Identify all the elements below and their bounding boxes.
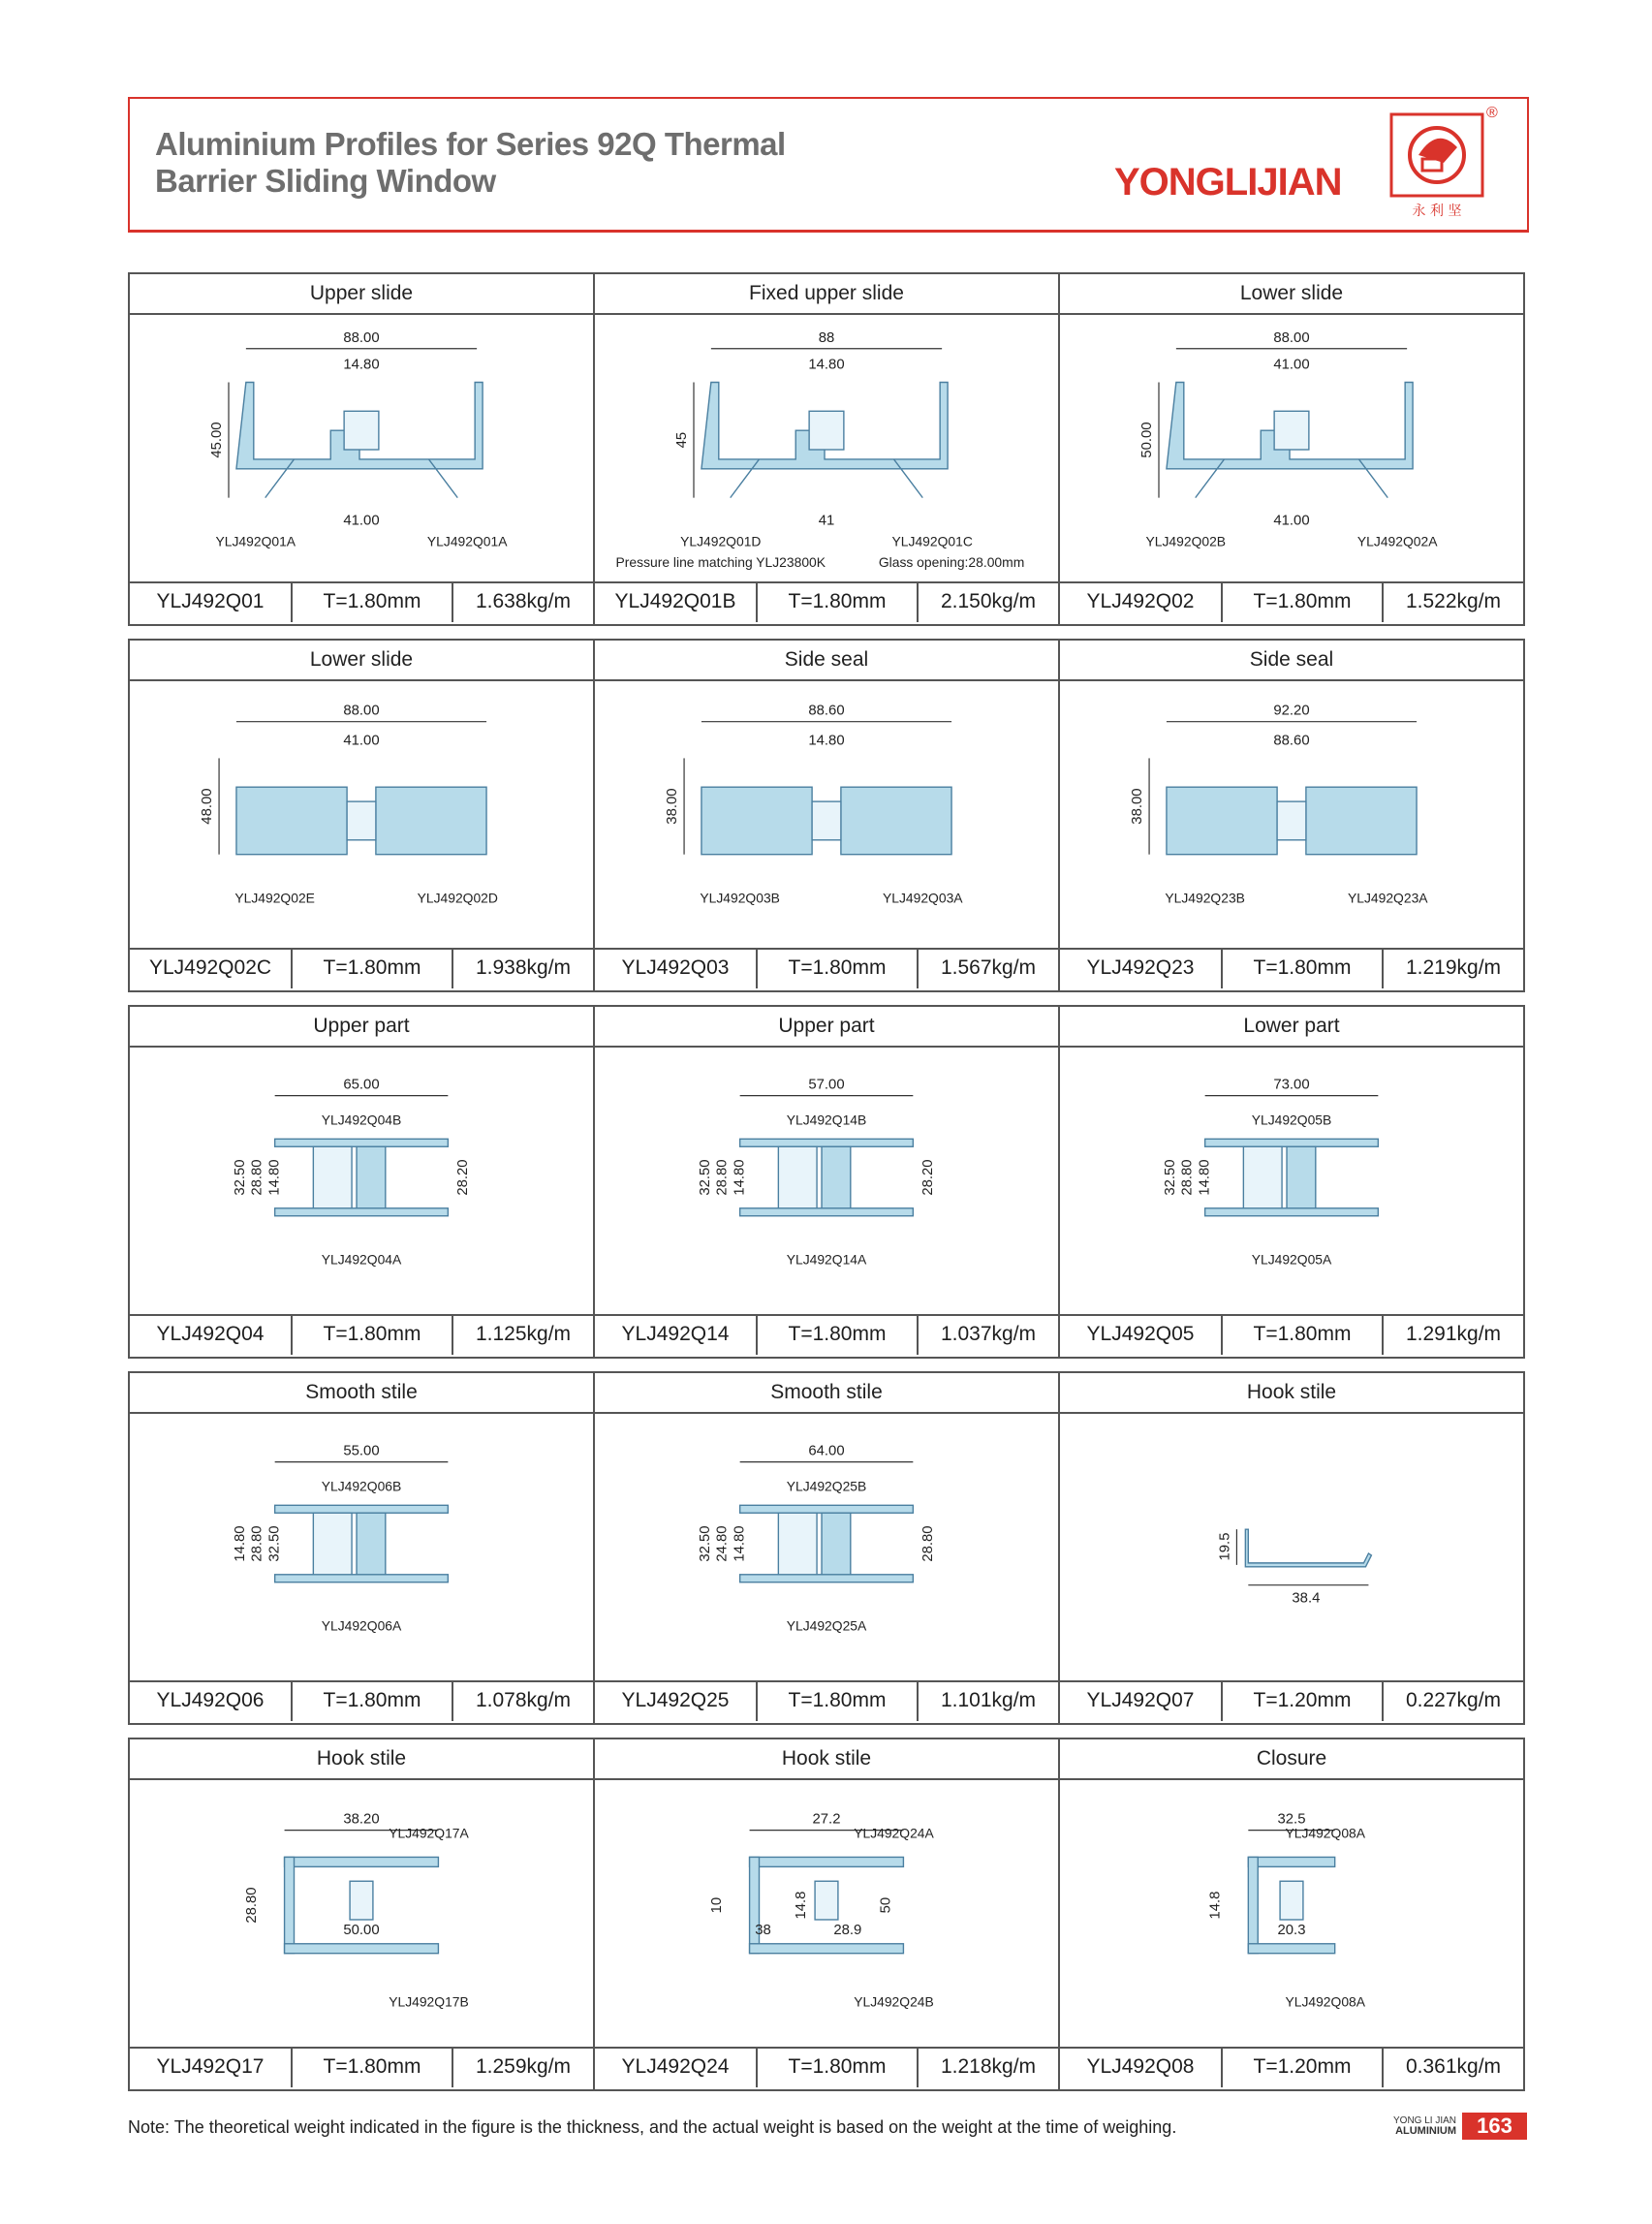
- profile-title: Side seal: [1060, 641, 1523, 681]
- profile-thickness: T=1.80mm: [756, 2049, 917, 2087]
- part-label-top: YLJ492Q25B: [786, 1478, 867, 1494]
- dim-2: 50.00: [343, 1922, 380, 1938]
- profile-code: YLJ492Q07: [1086, 1689, 1195, 1711]
- profile-code: YLJ492Q06: [156, 1689, 265, 1711]
- thermal-break: [313, 1513, 352, 1575]
- profile-section-diagram: [595, 681, 1058, 948]
- profile-bottom-flange: [275, 1208, 449, 1216]
- profile-code: YLJ492Q03: [621, 956, 730, 979]
- profile-section: [1245, 1529, 1371, 1567]
- dim-width: 38.4: [1292, 1590, 1321, 1607]
- registered-mark: ®: [1486, 105, 1498, 121]
- profile-drawing: [1060, 1780, 1523, 2049]
- profile-bottom-flange: [750, 1944, 904, 1954]
- profile-title: Fixed upper slide: [595, 274, 1058, 315]
- profile-section-diagram: [595, 1048, 1058, 1314]
- profile-card: [593, 1738, 1060, 2091]
- dim-width: 65.00: [343, 1077, 380, 1093]
- profile-section-right: [1306, 787, 1417, 854]
- dim-height: 50.00: [1139, 422, 1156, 458]
- profile-top-flange: [740, 1505, 914, 1513]
- dim-vertical-4: 28.20: [920, 1159, 937, 1196]
- dim-vertical-1: 32.50: [697, 1159, 713, 1196]
- profile-thickness: T=1.80mm: [1221, 583, 1382, 622]
- part-label-top: YLJ492Q06B: [321, 1478, 402, 1494]
- profile-card: [128, 1005, 595, 1359]
- profile-code: YLJ492Q24: [621, 2055, 730, 2078]
- profile-card: [128, 1371, 595, 1725]
- page-title-line-1: Aluminium Profiles for Series 92Q Thermal: [155, 126, 786, 162]
- profile-thickness: T=1.80mm: [1221, 950, 1382, 988]
- profile-code: YLJ492Q25: [621, 1689, 730, 1711]
- profile-spec-row: [130, 1682, 593, 1721]
- profile-section-left: [1167, 787, 1277, 854]
- dim-vertical-2: 24.80: [714, 1525, 731, 1562]
- dim-width: 88.00: [343, 703, 380, 719]
- page-title-line-2: Barrier Sliding Window: [155, 163, 496, 199]
- profile-drawing: [595, 315, 1058, 583]
- profile-thickness: T=1.80mm: [291, 1316, 452, 1355]
- profile-section-diagram: [595, 1414, 1058, 1680]
- profile-bottom-flange: [1205, 1208, 1379, 1216]
- profile-title: Closure: [1060, 1739, 1523, 1780]
- part-label-bottom: YLJ492Q05A: [1251, 1251, 1332, 1268]
- profile-code: YLJ492Q02C: [148, 956, 272, 979]
- profile-top-flange: [275, 1139, 449, 1146]
- dim-height: 45.00: [209, 422, 226, 458]
- profile-weight: 1.101kg/m: [917, 1682, 1058, 1721]
- profile-card: [593, 1005, 1060, 1359]
- profile-title: Lower slide: [130, 641, 593, 681]
- part-label-left: YLJ492Q02B: [1145, 533, 1227, 549]
- profile-drawing: [130, 315, 593, 583]
- dim-vertical-2: 28.80: [1179, 1159, 1196, 1196]
- brand-cn-text: 永 利 坚: [1412, 204, 1462, 219]
- profile-weight: 1.638kg/m: [452, 583, 593, 622]
- profile-code: YLJ492Q23: [1086, 956, 1195, 979]
- profile-card: [128, 1738, 595, 2091]
- dim-top: 38.20: [343, 1811, 380, 1828]
- dim-4: 28.9: [833, 1922, 862, 1938]
- dim-vertical-2: 28.80: [249, 1159, 265, 1196]
- profile-spec-row: [1060, 1316, 1523, 1355]
- profile-thickness: T=1.80mm: [756, 1316, 917, 1355]
- pressure-line-note: Pressure line matching YLJ23800K: [615, 554, 826, 571]
- part-label-b: YLJ492Q17B: [389, 1993, 469, 2010]
- dim-vertical-1: 32.50: [697, 1525, 713, 1562]
- part-label-top: YLJ492Q05B: [1251, 1112, 1332, 1128]
- profile-drawing: [130, 1414, 593, 1682]
- thermal-break: [815, 1881, 838, 1920]
- dim-width: 88.00: [343, 329, 380, 346]
- part-label-right: YLJ492Q01A: [426, 533, 508, 549]
- profile-thickness: T=1.80mm: [291, 2049, 452, 2087]
- profile-bottom-flange: [740, 1208, 914, 1216]
- profile-web: [357, 1146, 386, 1208]
- profile-section-diagram: [595, 1780, 1058, 2047]
- profile-bottom-flange: [285, 1944, 439, 1954]
- part-label-left: YLJ492Q01A: [215, 533, 296, 549]
- dim-top: 32.5: [1277, 1811, 1306, 1828]
- profile-drawing: [595, 681, 1058, 950]
- profile-top-flange: [740, 1139, 914, 1146]
- profile-drawing: [1060, 681, 1523, 950]
- profile-section-diagram: [1060, 1780, 1523, 2047]
- dim-width: 92.20: [1273, 703, 1310, 719]
- dim-top: 27.2: [812, 1811, 841, 1828]
- profile-bottom-flange: [740, 1575, 914, 1582]
- profile-title: Lower part: [1060, 1007, 1523, 1048]
- part-label-a: YLJ492Q17A: [389, 1825, 469, 1841]
- part-label-right: YLJ492Q02A: [1356, 533, 1438, 549]
- dim-secondary: 88.60: [1273, 733, 1310, 749]
- profile-title: Upper slide: [130, 274, 593, 315]
- dim-vertical-3: 14.80: [1197, 1159, 1213, 1196]
- profile-section-diagram: [130, 315, 593, 581]
- footer-brand: [1393, 2115, 1456, 2137]
- dim-width: 88: [818, 329, 835, 346]
- profile-spec-row: [595, 950, 1058, 988]
- dim-secondary: 41.00: [343, 733, 380, 749]
- thermal-break: [1243, 1146, 1282, 1208]
- profile-code: YLJ492Q05: [1086, 1323, 1195, 1345]
- dim-5: 50: [878, 1896, 894, 1914]
- dim-width: 55.00: [343, 1443, 380, 1459]
- dim-height: 38.00: [1130, 788, 1146, 825]
- profile-bottom-flange: [1248, 1944, 1334, 1954]
- part-label-left: YLJ492Q03B: [700, 890, 780, 906]
- profile-weight: 1.259kg/m: [452, 2049, 593, 2087]
- profile-section-diagram: [1060, 681, 1523, 948]
- profile-side-wall: [750, 1857, 760, 1953]
- profile-card: [128, 639, 595, 992]
- profile-section-left: [236, 787, 347, 854]
- thermal-break: [1280, 1881, 1303, 1920]
- profile-drawing: [1060, 1414, 1523, 1682]
- profile-card: [1058, 1371, 1525, 1725]
- profile-section-diagram: [595, 315, 1058, 581]
- thermal-break: [347, 801, 376, 840]
- profile-section-diagram: [130, 1414, 593, 1680]
- profile-thickness: T=1.80mm: [1221, 1316, 1382, 1355]
- profile-web: [1287, 1146, 1316, 1208]
- profile-row: [128, 1005, 1529, 1359]
- profile-drawing: [130, 681, 593, 950]
- part-label-right: YLJ492Q01C: [891, 533, 973, 549]
- profile-section-right: [376, 787, 486, 854]
- dim-vertical-2: 28.80: [249, 1525, 265, 1562]
- part-label-right: YLJ492Q03A: [883, 890, 963, 906]
- dim-vertical-4: 28.20: [455, 1159, 472, 1196]
- profile-spec-row: [1060, 1682, 1523, 1721]
- profile-weight: 0.227kg/m: [1382, 1682, 1523, 1721]
- thermal-break: [778, 1513, 817, 1575]
- profile-thickness: T=1.80mm: [756, 583, 917, 622]
- profile-spec-row: [595, 583, 1058, 622]
- profile-title: Lower slide: [1060, 274, 1523, 315]
- part-label-bottom: YLJ492Q06A: [321, 1617, 402, 1634]
- dim-thermal: 41.00: [1273, 357, 1310, 373]
- profile-spec-row: [1060, 950, 1523, 988]
- profile-thickness: T=1.80mm: [291, 583, 452, 622]
- profile-weight: 1.522kg/m: [1382, 583, 1523, 622]
- dim-thermal: 14.80: [808, 357, 845, 373]
- profile-side-wall: [1248, 1857, 1258, 1953]
- profile-spec-row: [595, 1316, 1058, 1355]
- profile-title: Hook stile: [1060, 1373, 1523, 1414]
- profile-grid: [128, 272, 1529, 2091]
- brand-name: YONGLIJIAN: [1114, 161, 1342, 204]
- dim-thermal: 14.80: [343, 357, 380, 373]
- profile-card: [593, 272, 1060, 626]
- profile-spec-row: [130, 950, 593, 988]
- profile-card: [128, 272, 595, 626]
- profile-code: YLJ492Q17: [156, 2055, 265, 2078]
- profile-thickness: T=1.80mm: [756, 950, 917, 988]
- profile-weight: 1.219kg/m: [1382, 950, 1523, 988]
- part-label-left: YLJ492Q23B: [1165, 890, 1245, 906]
- page-header: [128, 97, 1529, 233]
- profile-drawing: [595, 1414, 1058, 1682]
- profile-section-right: [841, 787, 951, 854]
- profile-top-flange: [1248, 1857, 1334, 1866]
- dim-width: 57.00: [808, 1077, 845, 1093]
- part-label-left: YLJ492Q02E: [234, 890, 315, 906]
- dim-vertical-3: 14.80: [266, 1159, 283, 1196]
- profile-row: [128, 639, 1529, 992]
- glass-opening-note: Glass opening:28.00mm: [878, 554, 1025, 571]
- profile-section-diagram: [1060, 1048, 1523, 1314]
- profile-thickness: T=1.80mm: [291, 1682, 452, 1721]
- dim-2: 38: [755, 1922, 771, 1938]
- dim-vertical-1: 14.80: [232, 1525, 248, 1562]
- dim-vertical-3: 14.80: [732, 1525, 748, 1562]
- part-label-b: YLJ492Q08A: [1285, 1993, 1366, 2010]
- dim-width: 88.00: [1273, 329, 1310, 346]
- profile-weight: 0.361kg/m: [1382, 2049, 1523, 2087]
- profile-section-diagram: [130, 1048, 593, 1314]
- profile-row: [128, 1371, 1529, 1725]
- profile-card: [1058, 1005, 1525, 1359]
- brand-logo-icon: [1389, 112, 1484, 221]
- profile-title: Smooth stile: [595, 1373, 1058, 1414]
- profile-drawing: [1060, 315, 1523, 583]
- dim-3: 14.8: [794, 1891, 810, 1920]
- dim-1: 28.80: [243, 1887, 260, 1924]
- dim-height: 45: [674, 431, 691, 449]
- profile-spec-row: [1060, 583, 1523, 622]
- page-number: 163: [1462, 2113, 1527, 2140]
- profile-weight: 1.291kg/m: [1382, 1316, 1523, 1355]
- profile-weight: 1.125kg/m: [452, 1316, 593, 1355]
- profile-thickness: T=1.80mm: [756, 1682, 917, 1721]
- dim-vertical-1: 32.50: [1162, 1159, 1178, 1196]
- thermal-break: [1277, 801, 1306, 840]
- footer-brand-line-1: YONG LI JIAN: [1393, 2115, 1457, 2126]
- profile-drawing: [130, 1780, 593, 2049]
- thermal-break: [1274, 411, 1309, 450]
- dim-inner: 41.00: [1273, 513, 1310, 529]
- profile-web: [822, 1513, 851, 1575]
- profile-weight: 1.078kg/m: [452, 1682, 593, 1721]
- profile-spec-row: [595, 1682, 1058, 1721]
- thermal-break: [350, 1881, 373, 1920]
- dim-vertical-1: 32.50: [232, 1159, 248, 1196]
- profile-spec-row: [130, 583, 593, 622]
- profile-web: [822, 1146, 851, 1208]
- profile-title: Hook stile: [595, 1739, 1058, 1780]
- thermal-break: [344, 411, 379, 450]
- dim-inner: 41.00: [343, 513, 380, 529]
- profile-web: [357, 1513, 386, 1575]
- profile-section-diagram: [130, 1780, 593, 2047]
- thermal-break: [313, 1146, 352, 1208]
- part-label-a: YLJ492Q24A: [854, 1825, 934, 1841]
- profile-card: [593, 639, 1060, 992]
- profile-card: [1058, 1738, 1525, 2091]
- footer-brand-line-2: ALUMINIUM: [1395, 2125, 1457, 2137]
- part-label-bottom: YLJ492Q04A: [321, 1251, 402, 1268]
- profile-spec-row: [1060, 2049, 1523, 2087]
- dim-1: 10: [708, 1896, 725, 1914]
- dim-secondary: 14.80: [808, 733, 845, 749]
- profile-section-diagram: [1060, 315, 1523, 581]
- weight-note: Note: The theoretical weight indicated in the figure is the thickness, and the actual weight is based on the weight at the time of weighing.: [128, 2117, 1177, 2137]
- profile-title: Upper part: [595, 1007, 1058, 1048]
- profile-title: Hook stile: [130, 1739, 593, 1780]
- profile-weight: 1.218kg/m: [917, 2049, 1058, 2087]
- profile-code: YLJ492Q01: [156, 590, 265, 612]
- part-label-right: YLJ492Q23A: [1348, 890, 1428, 906]
- profile-section-left: [701, 787, 812, 854]
- part-label-bottom: YLJ492Q14A: [786, 1251, 867, 1268]
- profile-drawing: [130, 1048, 593, 1316]
- profile-card: [1058, 272, 1525, 626]
- thermal-break: [812, 801, 841, 840]
- dim-vertical-3: 32.50: [266, 1525, 283, 1562]
- profile-code: YLJ492Q14: [621, 1323, 730, 1345]
- profile-bottom-flange: [275, 1575, 449, 1582]
- profile-code: YLJ492Q01B: [614, 590, 736, 612]
- profile-drawing: [595, 1780, 1058, 2049]
- part-label-b: YLJ492Q24B: [854, 1993, 934, 2010]
- profile-weight: 1.938kg/m: [452, 950, 593, 988]
- profile-weight: 1.037kg/m: [917, 1316, 1058, 1355]
- profile-row: [128, 1738, 1529, 2091]
- profile-section-diagram: [130, 681, 593, 948]
- dim-height: 19.5: [1217, 1532, 1233, 1561]
- profile-thickness: T=1.20mm: [1221, 2049, 1382, 2087]
- profile-spec-row: [595, 2049, 1058, 2087]
- profile-spec-row: [130, 1316, 593, 1355]
- profile-code: YLJ492Q04: [156, 1323, 265, 1345]
- profile-top-flange: [750, 1857, 904, 1866]
- thermal-break: [778, 1146, 817, 1208]
- profile-title: Side seal: [595, 641, 1058, 681]
- profile-title: Smooth stile: [130, 1373, 593, 1414]
- profile-weight: 1.567kg/m: [917, 950, 1058, 988]
- dim-width: 73.00: [1273, 1077, 1310, 1093]
- profile-card: [1058, 639, 1525, 992]
- profile-top-flange: [1205, 1139, 1379, 1146]
- part-label-top: YLJ492Q04B: [321, 1112, 402, 1128]
- dim-1: 14.8: [1207, 1891, 1224, 1920]
- page-title: [155, 126, 930, 200]
- dim-width: 88.60: [808, 703, 845, 719]
- profile-thickness: T=1.20mm: [1221, 1682, 1382, 1721]
- dim-inner: 41: [818, 513, 835, 529]
- dim-vertical-4: 28.80: [920, 1525, 937, 1562]
- thermal-break: [809, 411, 844, 450]
- dim-2: 20.3: [1277, 1922, 1306, 1938]
- profile-thickness: T=1.80mm: [291, 950, 452, 988]
- dim-vertical-2: 28.80: [714, 1159, 731, 1196]
- profile-top-flange: [285, 1857, 439, 1866]
- profile-card: [593, 1371, 1060, 1725]
- part-label-left: YLJ492Q01D: [680, 533, 762, 549]
- profile-row: [128, 272, 1529, 626]
- part-label-a: YLJ492Q08A: [1285, 1825, 1366, 1841]
- profile-spec-row: [130, 2049, 593, 2087]
- dim-vertical-3: 14.80: [732, 1159, 748, 1196]
- profile-code: YLJ492Q08: [1086, 2055, 1195, 2078]
- profile-drawing: [595, 1048, 1058, 1316]
- dim-height: 38.00: [665, 788, 681, 825]
- profile-side-wall: [285, 1857, 295, 1953]
- part-label-bottom: YLJ492Q25A: [786, 1617, 867, 1634]
- profile-drawing: [1060, 1048, 1523, 1316]
- dim-height: 48.00: [200, 788, 216, 825]
- profile-weight: 2.150kg/m: [917, 583, 1058, 622]
- part-label-top: YLJ492Q14B: [786, 1112, 867, 1128]
- part-label-right: YLJ492Q02D: [417, 890, 498, 906]
- profile-top-flange: [275, 1505, 449, 1513]
- profile-code: YLJ492Q02: [1086, 590, 1195, 612]
- dim-width: 64.00: [808, 1443, 845, 1459]
- profile-section-diagram: [1060, 1414, 1523, 1680]
- profile-title: Upper part: [130, 1007, 593, 1048]
